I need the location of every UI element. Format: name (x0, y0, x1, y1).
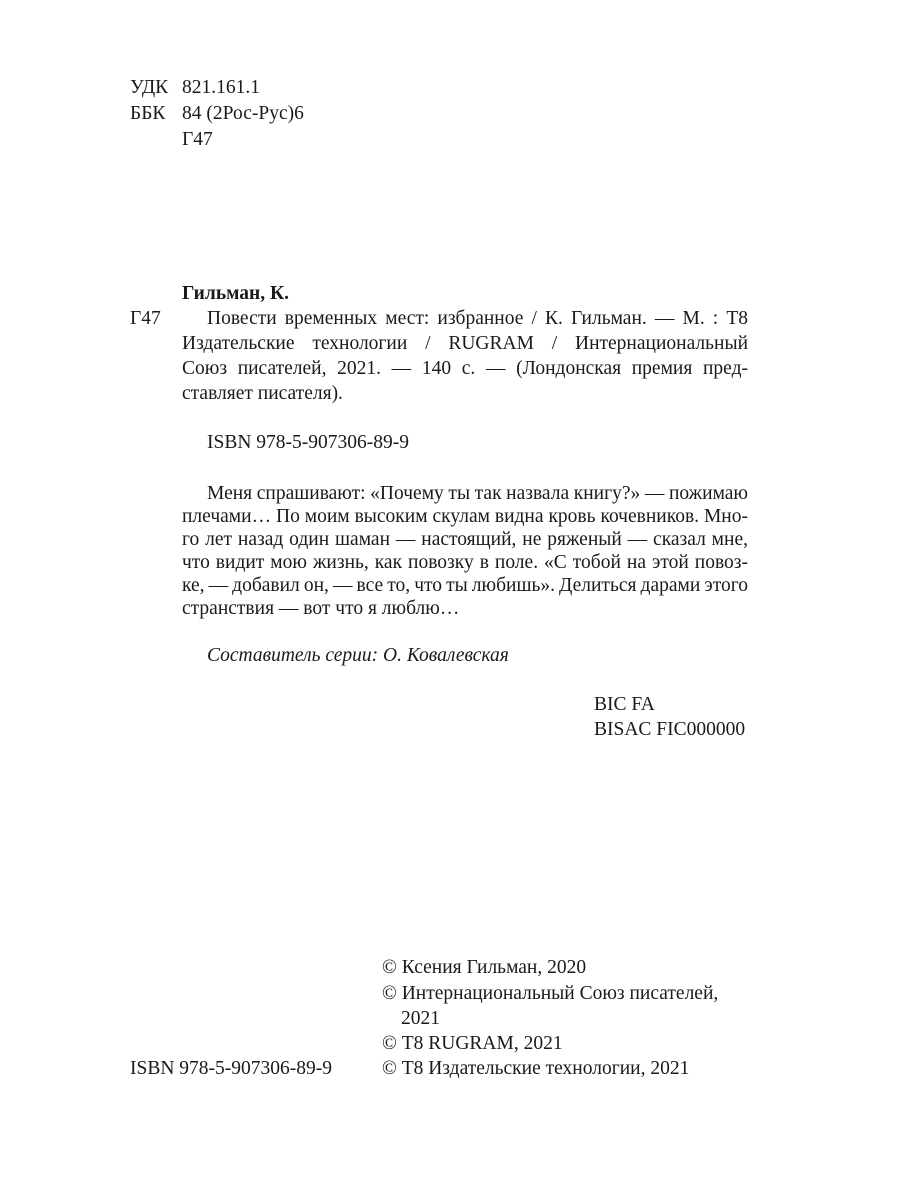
record-code: Г47 (130, 308, 161, 329)
author-sign: Г47 (182, 129, 213, 150)
copyright-line: © Интернациональный Союз писателей, (382, 983, 719, 1004)
bbk-value: 84 (2Рос-Рус)6 (182, 103, 304, 124)
annotation-line: плечами… По моим высоким скулам видна кровь кочевников. Мно- (182, 506, 748, 527)
annotation-line: го лет назад один шаман — настоящий, не ряженый — сказал мне, (182, 529, 748, 550)
annotation-line: что видит мою жизнь, как повозку в поле. «С тобой на этой повоз- (182, 552, 748, 573)
udk-value: 821.161.1 (182, 77, 260, 98)
copyright-line: 2021 (401, 1008, 440, 1029)
bic-code: BIC FA (594, 694, 655, 715)
record-line: Союз писателей, 2021. — 140 с. — (Лондонская премия пред- (182, 358, 748, 379)
udk-label: УДК (130, 77, 169, 98)
record-line: Издательские технологии / RUGRAM / Интернациональный (182, 333, 748, 354)
record-isbn: ISBN 978-5-907306-89-9 (207, 432, 410, 453)
record-author: Гильман, К. (182, 283, 290, 304)
bisac-code: BISAC FIC000000 (594, 719, 746, 740)
annotation-line: Меня спрашивают: «Почему ты так назвала книгу?» — пожимаю (207, 483, 748, 504)
record-line: Повести временных мест: избранное / К. Гильман. — М. : Т8 (207, 308, 748, 329)
copyright-line: © Ксения Гильман, 2020 (382, 957, 587, 978)
copyright-line: © Т8 Издательские технологии, 2021 (382, 1058, 690, 1079)
record-line: ставляет писателя). (182, 383, 343, 404)
copyright-line: © Т8 RUGRAM, 2021 (382, 1033, 563, 1054)
series-compiler: Составитель серии: О. Ковалевская (207, 645, 509, 666)
annotation-line: ке, — добавил он, — все то, что ты любишь». Делиться дарами этого (182, 575, 748, 596)
annotation-line: странствия — вот что я люблю… (182, 598, 460, 619)
bbk-label: ББК (130, 103, 166, 124)
bottom-isbn: ISBN 978-5-907306-89-9 (130, 1058, 333, 1079)
